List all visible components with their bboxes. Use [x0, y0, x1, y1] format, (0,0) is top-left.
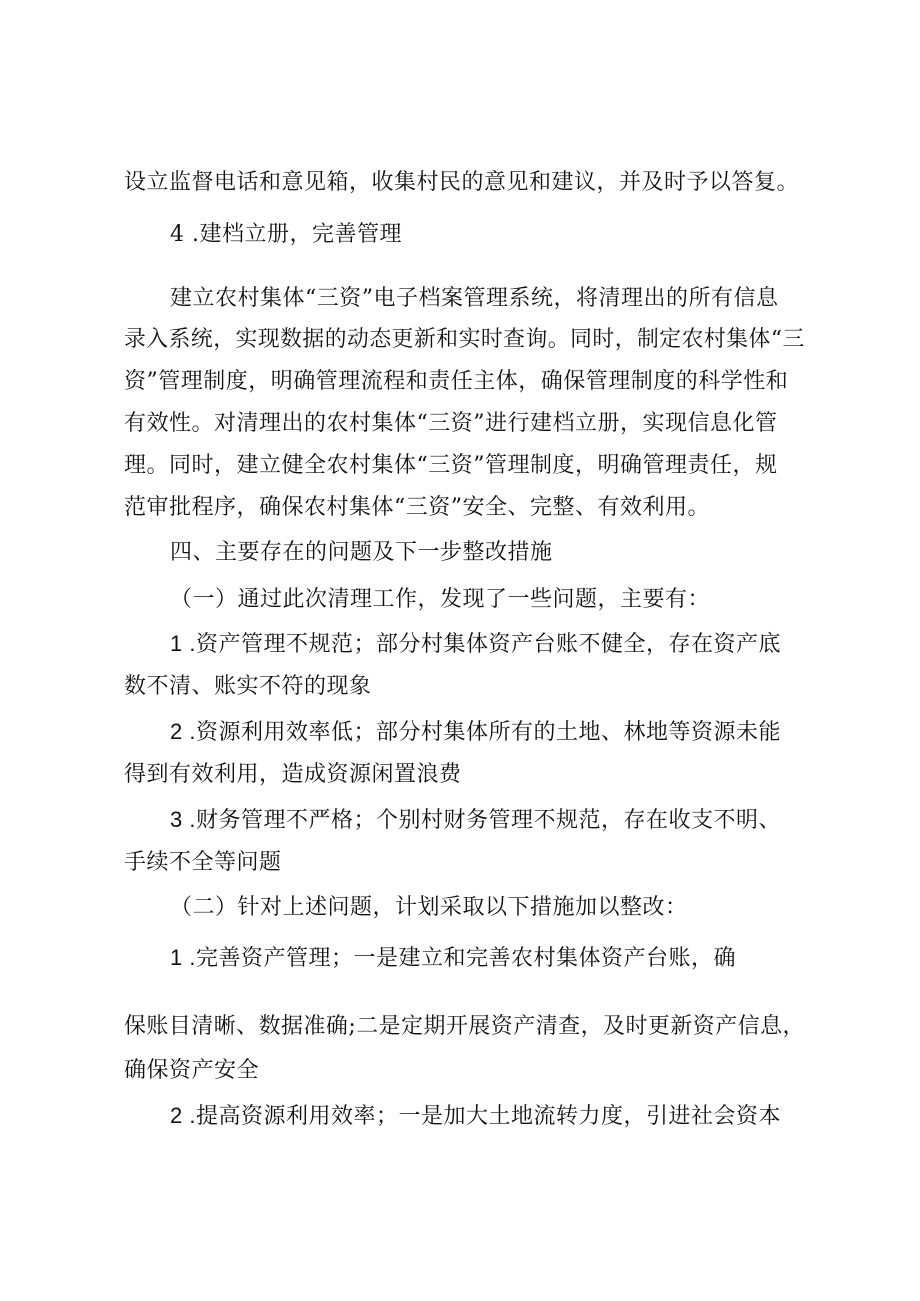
text-line: 建立农村集体“三资”电子档案管理系统，将清理出的所有信息 — [170, 286, 779, 311]
text-line: 理。同时，建立健全农村集体“三资”管理制度，明确管理责任，规 — [124, 453, 778, 478]
text-line: 设立监督电话和意见箱，收集村民的意见和建议，并及时予以答复。 — [124, 170, 800, 195]
text-line: 2 .提高资源利用效率；一是加大土地流转力度，引进社会资本 — [170, 1103, 781, 1128]
text-line: 1 .完善资产管理；一是建立和完善农村集体资产台账，确 — [170, 945, 736, 970]
section-heading: 四、主要存在的问题及下一步整改措施 — [170, 540, 553, 565]
text-line: 数不清、账实不符的现象 — [124, 674, 372, 699]
text-line: 手续不全等问题 — [124, 850, 282, 875]
subsection-heading: （二）针对上述问题，计划采取以下措施加以整改： — [170, 895, 688, 920]
text-line: 保账目清晰、数据准确;二是定期开展资产清查，及时更新资产信息， — [124, 1014, 805, 1039]
text-line: 3 .财务管理不严格；个别村财务管理不规范，存在收支不明、 — [170, 807, 781, 832]
subsection-heading: （一）通过此次清理工作，发现了一些问题，主要有： — [170, 587, 711, 612]
section-heading: 4 .建档立册，完善管理 — [170, 222, 402, 247]
text-line: 资”管理制度，明确管理流程和责任主体，确保管理制度的科学性和 — [124, 369, 789, 394]
text-line: 范审批程序，确保农村集体“三资”安全、完整、有效利用。 — [124, 495, 710, 520]
text-line: 录入系统，实现数据的动态更新和实时查询。同时，制定农村集体“三 — [124, 327, 805, 352]
text-line: 1 .资产管理不规范；部分村集体资产台账不健全，存在资产底 — [170, 631, 781, 656]
text-line: 有效性。对清理出的农村集体“三资”进行建档立册，实现信息化管 — [124, 411, 778, 436]
text-line: 确保资产安全 — [124, 1058, 260, 1083]
text-line: 得到有效利用，造成资源闲置浪费 — [124, 762, 462, 787]
text-line: 2 .资源利用效率低；部分村集体所有的土地、林地等资源未能 — [170, 719, 781, 744]
